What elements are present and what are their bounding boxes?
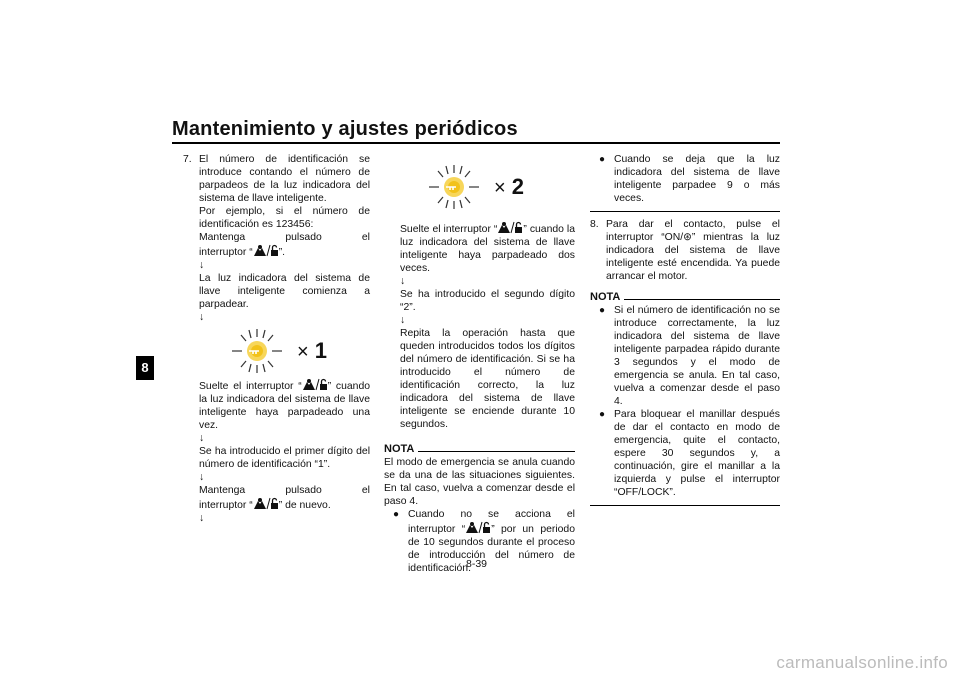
bullet-word: el bbox=[566, 509, 575, 520]
nota-2-bullet-1-text: Si el número de identificación no se introduce correctamente, la luz indicadora del sistema de llave inteligente parpadea rápido durante 3 segundos y el modo de emergencia se anula. En tal caso, vuelva a comenzar desde el paso 4. bbox=[614, 305, 780, 407]
blink-count-value: 2 bbox=[511, 173, 524, 199]
release-post: ” cuando la luz indicadora del sistema de llave inteligente haya parpadeado dos veces. bbox=[400, 224, 575, 274]
bullet-rest bbox=[408, 521, 575, 575]
hold-word-1: Mantenga bbox=[199, 485, 246, 496]
step-8 bbox=[590, 218, 780, 283]
nota-2-bullet-2 bbox=[590, 408, 780, 499]
step-7-intro: El número de identificación se introduce contando el número de parpadeos de la luz indicadora del sistema de llave inteligente. bbox=[199, 154, 370, 204]
nota-2-bullet-1 bbox=[590, 304, 780, 408]
again-line bbox=[199, 497, 370, 512]
column-1 bbox=[183, 153, 370, 525]
nota-label: NOTA bbox=[590, 291, 621, 303]
hold-word-1: Mantenga bbox=[199, 232, 246, 243]
nota-end-rule bbox=[590, 211, 780, 212]
switch-line bbox=[199, 244, 370, 259]
bullet-2-text: Cuando se deja que la luz indicadora del sistema de llave inteligente parpadee 9 o más veces. bbox=[614, 154, 780, 204]
switch-post: ”. bbox=[278, 247, 286, 258]
bullet-word: no bbox=[460, 509, 472, 520]
nota-bullet-continued bbox=[590, 153, 780, 205]
step-7-number: 7. bbox=[183, 154, 192, 165]
rider-lock-switch-icon bbox=[253, 244, 279, 257]
rider-lock-switch-icon bbox=[465, 521, 491, 534]
release-2 bbox=[400, 221, 575, 275]
down-arrow: ↓ bbox=[199, 513, 205, 524]
down-arrow: ↓ bbox=[199, 260, 205, 271]
times-symbol: × bbox=[494, 176, 506, 199]
begins-text: La luz indicadora del sistema de llave inteligente comienza a parpadear. bbox=[199, 273, 370, 310]
bullet-icon: ● bbox=[599, 305, 606, 316]
nota-rule bbox=[418, 451, 575, 452]
bullet-word: se bbox=[488, 509, 500, 520]
bullet-icon: ● bbox=[599, 154, 606, 165]
times-symbol: × bbox=[297, 340, 309, 363]
nota-heading-2 bbox=[590, 291, 780, 304]
bullet-icon: ● bbox=[393, 509, 400, 520]
bullet-line-1 bbox=[408, 508, 575, 521]
second-digit-text: Se ha introducido el segundo dígito “2”. bbox=[400, 289, 575, 313]
blink-count bbox=[297, 337, 327, 363]
title-underline bbox=[172, 142, 780, 144]
watermark: carmanualsonline.info bbox=[776, 653, 948, 672]
switch-pre: interruptor “ bbox=[199, 247, 253, 258]
down-arrow: ↓ bbox=[199, 472, 205, 483]
down-arrow: ↓ bbox=[199, 433, 205, 444]
blink-diagram-2 bbox=[424, 157, 575, 217]
column-3 bbox=[590, 153, 780, 510]
rider-lock-switch-icon bbox=[497, 221, 523, 234]
nota-rule bbox=[624, 299, 780, 300]
rider-lock-switch-icon bbox=[302, 378, 328, 391]
bullet-word: Cuando bbox=[408, 509, 445, 520]
hold-line bbox=[199, 231, 370, 244]
down-arrow: ↓ bbox=[400, 276, 406, 287]
switch-pre: interruptor “ bbox=[199, 500, 253, 511]
again-post: ” de nuevo. bbox=[278, 500, 331, 511]
release-post: ” cuando la luz indicadora del sistema de llave inteligente haya parpadeado una vez. bbox=[199, 381, 371, 431]
step-7 bbox=[183, 153, 370, 525]
nota-2-bullet-2-text: Para bloquear el manillar después de dar el contacto en modo de emergencia, quite el contacto, espere 30 segundos y, a continuación, gire el manillar a la izquierda y pulse el interruptor “OFF/LOCK”. bbox=[614, 409, 780, 498]
column-2 bbox=[384, 153, 575, 575]
bullet-icon: ● bbox=[599, 409, 606, 420]
down-arrow: ↓ bbox=[199, 312, 205, 323]
nota-heading bbox=[384, 443, 575, 456]
hold-word-2: pulsado bbox=[285, 232, 322, 243]
release-pre: Suelte el interruptor “ bbox=[400, 224, 498, 235]
step-7-continued bbox=[384, 221, 575, 431]
hold-word-3: el bbox=[361, 485, 370, 496]
step-7-example: Por ejemplo, si el número de identificación es 123456: bbox=[199, 206, 370, 230]
blinking-indicator-icon bbox=[424, 162, 484, 212]
hold-word-2: pulsado bbox=[285, 485, 322, 496]
step-8-number: 8. bbox=[590, 219, 599, 230]
bullet-post: ” por un periodo de 10 segundos durante el proceso de introducción del número de identificación. bbox=[408, 524, 575, 574]
page-number: 8-39 bbox=[466, 558, 488, 570]
bullet-word: acciona bbox=[515, 509, 551, 520]
first-digit-text: Se ha introducido el primer dígito del número de identificación “1”. bbox=[199, 446, 370, 470]
page-title: Mantenimiento y ajustes periódicos bbox=[172, 118, 518, 140]
step-8-text: Para dar el contacto, pulse el interruptor “ON/⊛” mientras la luz indicadora del sistema de llave inteligente esté encendida. Ya puede arrancar el motor. bbox=[606, 219, 780, 282]
nota-2-end-rule bbox=[590, 505, 780, 506]
release-pre: Suelte el interruptor “ bbox=[199, 381, 302, 392]
blink-count-value: 1 bbox=[314, 337, 327, 363]
nota-label: NOTA bbox=[384, 443, 415, 455]
bullet-pre: interruptor “ bbox=[408, 524, 466, 535]
section-tab: 8 bbox=[136, 356, 154, 380]
nota-text: El modo de emergencia se anula cuando se da una de las situaciones siguientes. En tal caso, vuelva a comenzar desde el paso 4. bbox=[384, 457, 575, 507]
blinking-indicator-icon bbox=[227, 326, 287, 376]
release-1 bbox=[199, 378, 370, 432]
hold-line-2 bbox=[199, 484, 370, 497]
blink-diagram-1 bbox=[227, 324, 370, 378]
repeat-text: Repita la operación hasta que queden introducidos todos los dígitos del número de identificación. Si se ha introducido el número de identificación correcto, la luz indicadora del sistema de llave inteligente se enciende durante 10 segundos. bbox=[400, 328, 575, 430]
rider-lock-switch-icon bbox=[253, 497, 279, 510]
blink-count bbox=[494, 173, 524, 199]
down-arrow: ↓ bbox=[400, 315, 406, 326]
hold-word-3: el bbox=[361, 232, 370, 243]
